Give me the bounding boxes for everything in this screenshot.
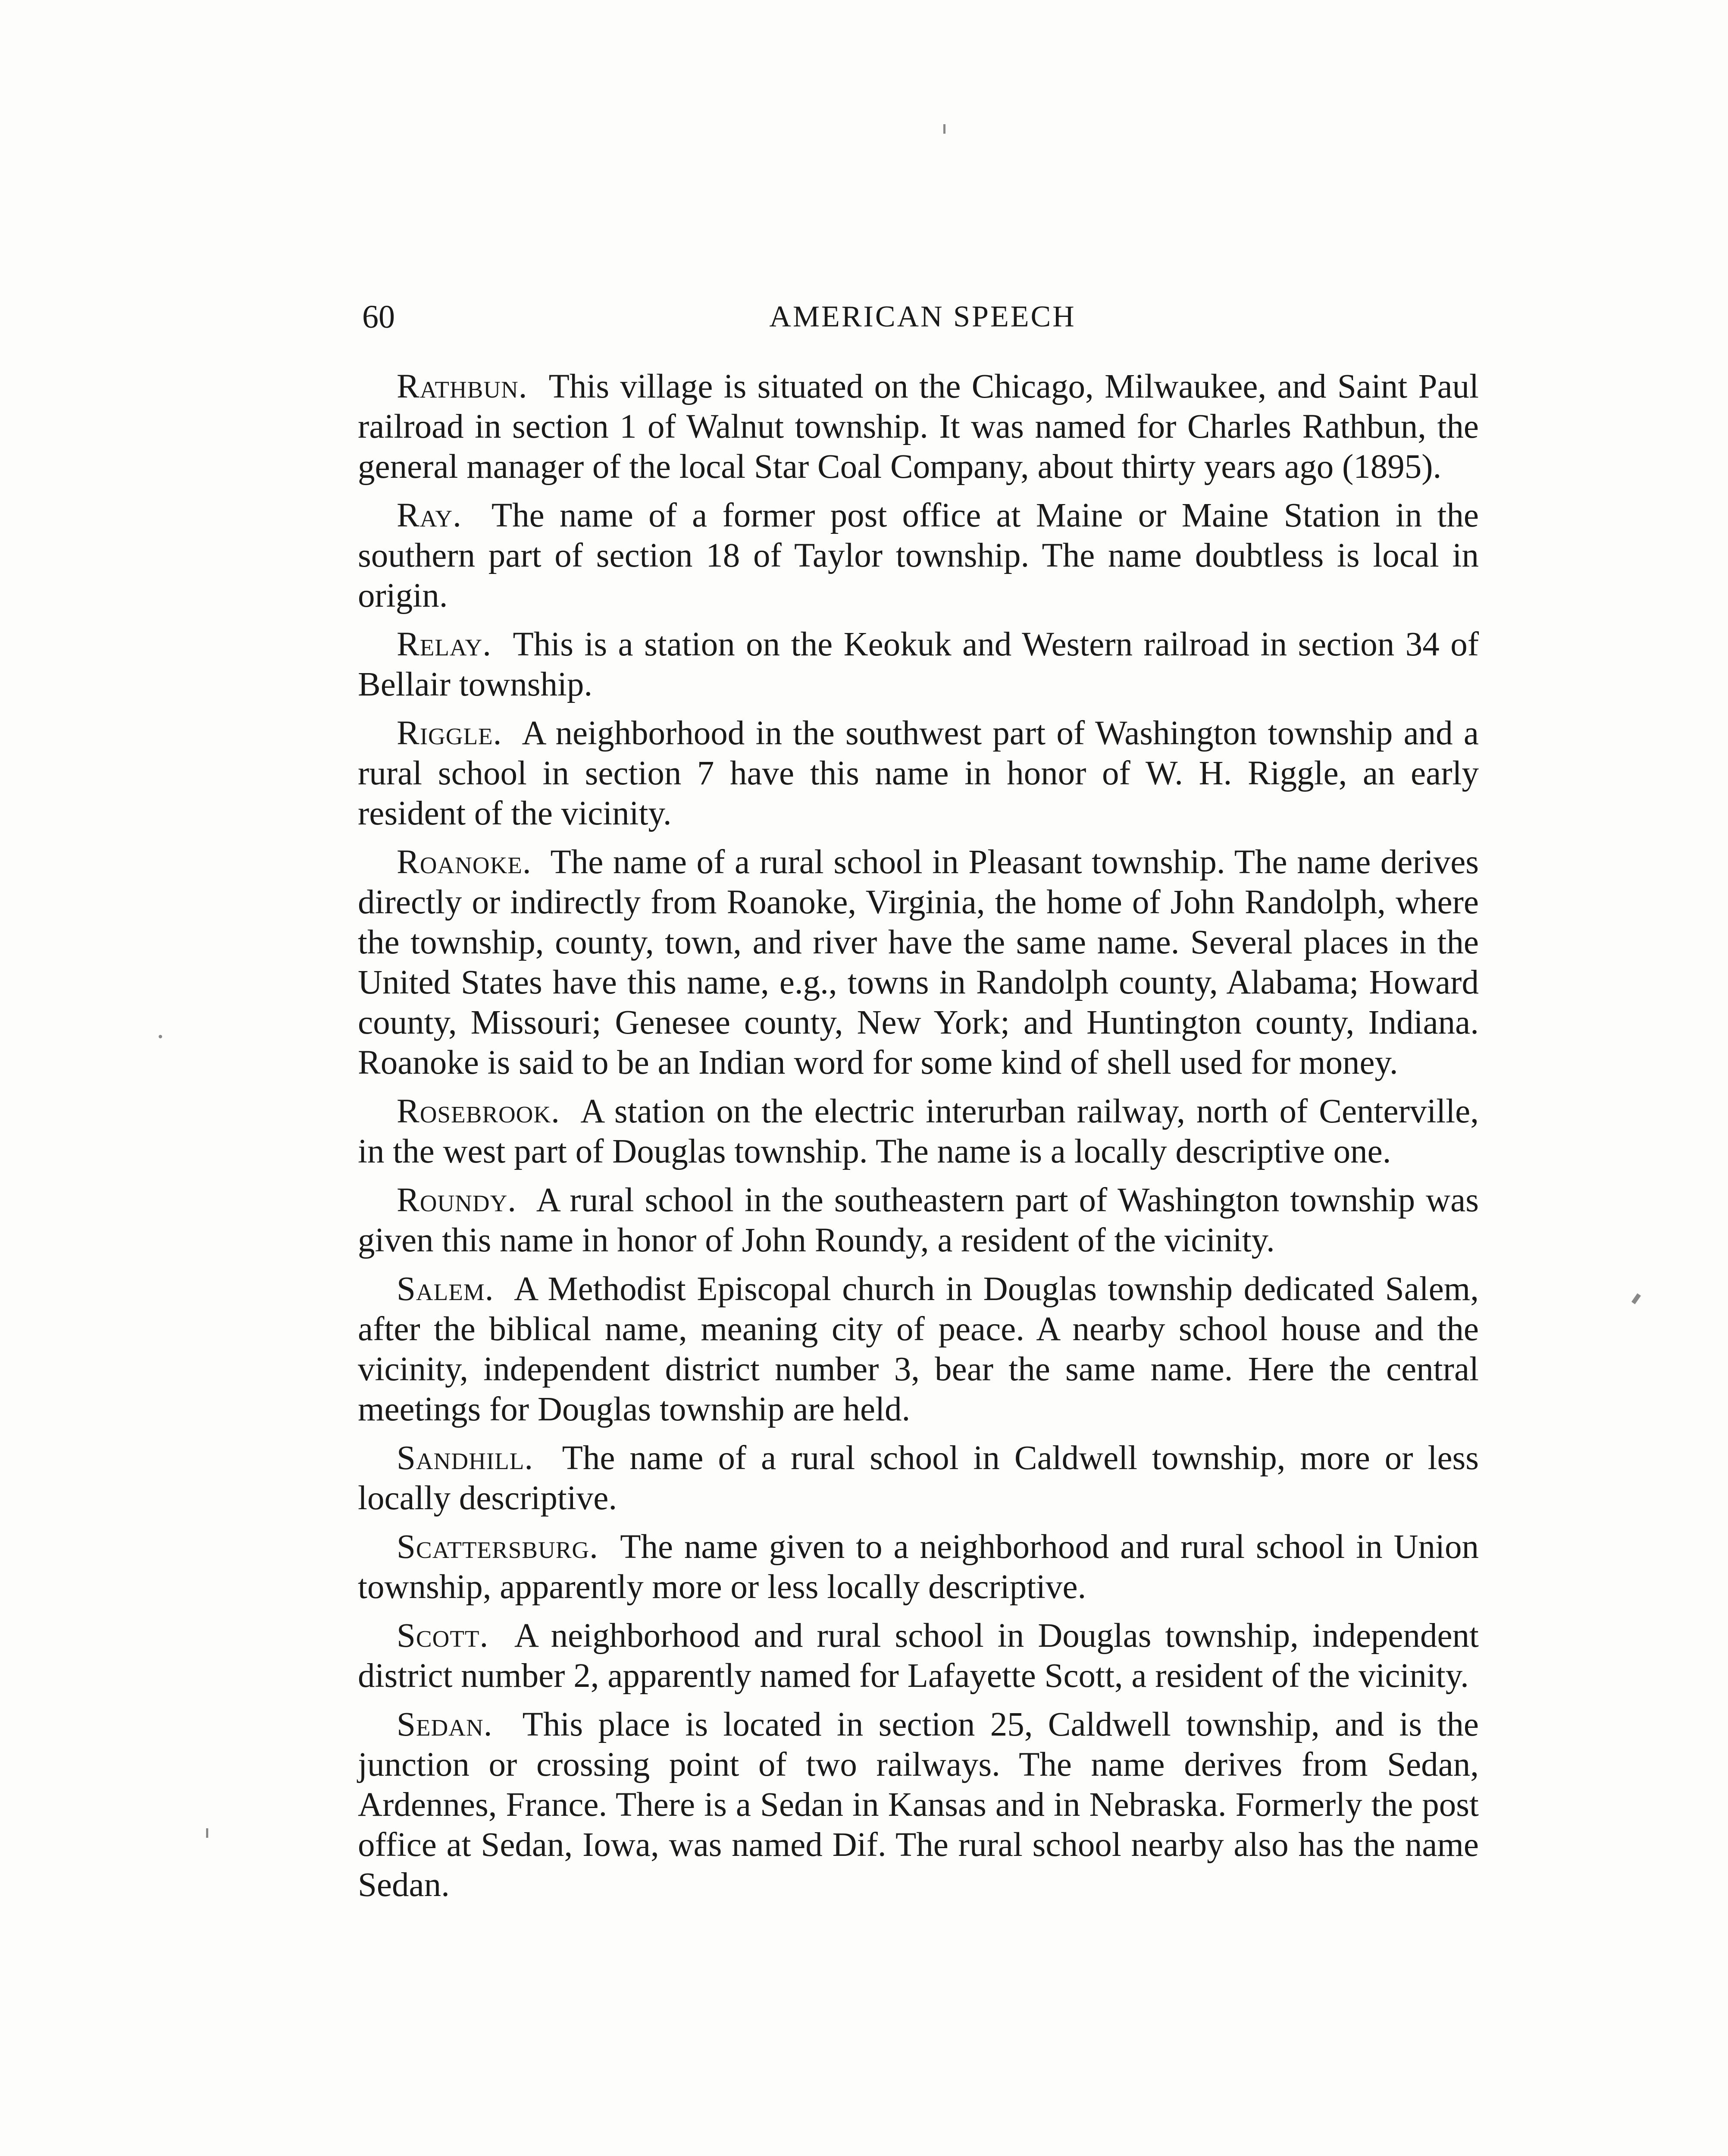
headword: Relay. <box>397 626 492 663</box>
headword: Roundy. <box>397 1181 517 1219</box>
entry-sedan <box>358 1705 1479 1905</box>
entry-rosebrook <box>358 1091 1479 1172</box>
entry-scattersburg <box>358 1527 1479 1607</box>
entry-text: A Methodist Episcopal church in Douglas township dedicated Salem, after the biblical name, meaning city of peace. A nearby school house and the vicinity, independent district number 3, bear the same name. Here the central meetings for Douglas township are held. <box>358 1270 1479 1428</box>
entry-text: A station on the electric interurban railway, north of Centerville, in the west part of Douglas township. The name is a locally descriptive one. <box>358 1093 1479 1170</box>
headword: Sandhill. <box>397 1439 534 1477</box>
entry-text: The name of a rural school in Pleasant township. The name derives directly or indirectly from Roanoke, Virginia, the home of John Randolph, where the township, county, town, and river have the same name. Several places in the United States have this name, e.g., towns in Randolph county, Alabama; Howard county, Missouri; Genesee county, New York; and Huntington county, Indiana. Roanoke is said to be an Indian word for some kind of shell used for money. <box>358 843 1479 1081</box>
headword: Rathbun. <box>397 368 528 405</box>
entry-roundy <box>358 1180 1479 1260</box>
entry-sandhill <box>358 1438 1479 1518</box>
entry-scott <box>358 1616 1479 1696</box>
headword: Scott. <box>397 1617 489 1655</box>
entry-text: A rural school in the southeastern part of Washington township was given this name in honor of John Roundy, a resident of the vicinity. <box>358 1181 1479 1259</box>
entry-text: This is a station on the Keokuk and Western railroad in section 34 of Bellair township. <box>358 626 1479 703</box>
headword: Rosebrook. <box>397 1093 560 1130</box>
entry-text: A neighborhood in the southwest part of Washington township and a rural school in section 7 have this name in honor of W. H. Riggle, an early resident of the vicinity. <box>358 714 1479 832</box>
entry-relay <box>358 624 1479 705</box>
headword: Salem. <box>397 1270 494 1308</box>
entry-text: A neighborhood and rural school in Douglas township, independent district number 2, apparently named for Lafayette Scott, a resident of the vicinity. <box>358 1617 1479 1695</box>
entry-text: The name of a rural school in Caldwell township, more or less locally descriptive. <box>358 1439 1479 1517</box>
entry-text: The name given to a neighborhood and rural school in Union township, apparently more or less locally descriptive. <box>358 1528 1479 1606</box>
stray-mark-lower-left <box>206 1828 208 1838</box>
stray-mark-top <box>943 124 945 134</box>
headword: Roanoke. <box>397 843 532 881</box>
entry-riggle <box>358 713 1479 834</box>
entry-ray <box>358 495 1479 616</box>
journal-title: AMERICAN SPEECH <box>769 300 1076 333</box>
entry-text: This village is situated on the Chicago, Milwaukee, and Saint Paul railroad in section 1 of Walnut township. It was named for Charles Rathbun, the general manager of the local Star Coal Company, about thirty years ago (1895). <box>358 368 1479 486</box>
running-head <box>362 293 1483 341</box>
entry-text: This place is located in section 25, Caldwell township, and is the junction or crossing point of two railways. The name derives from Sedan, Ardennes, France. There is a Sedan in Kansas and in Nebraska. Formerly the post office at Sedan, Iowa, was named Dif. The rural school nearby also has the name Sedan. <box>358 1706 1479 1904</box>
headword: Sedan. <box>397 1706 493 1743</box>
entry-salem <box>358 1269 1479 1429</box>
headword: Ray. <box>397 497 462 534</box>
entry-list <box>358 367 1479 1914</box>
entry-roanoke <box>358 842 1479 1083</box>
stray-mark-left <box>159 1035 162 1038</box>
page-number: 60 <box>362 299 395 335</box>
entry-text: The name of a former post office at Maine or Maine Station in the southern part of section 18 of Taylor township. The name doubtless is local in origin. <box>358 497 1479 614</box>
headword: Scattersburg. <box>397 1528 598 1566</box>
headword: Riggle. <box>397 714 502 752</box>
entry-rathbun <box>358 367 1479 487</box>
stray-mark-right <box>1631 1293 1641 1304</box>
